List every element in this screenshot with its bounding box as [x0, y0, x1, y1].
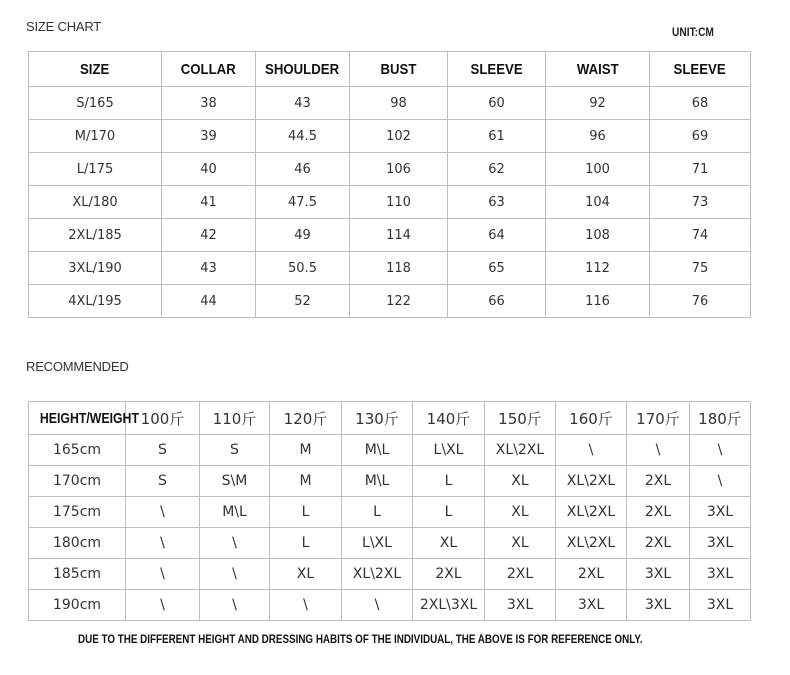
recommended-size-cell: \: [270, 590, 342, 621]
recommended-size-cell: M: [270, 466, 342, 497]
recommended-size-cell: 3XL: [690, 559, 751, 590]
recommended-size-cell: 2XL\3XL: [413, 590, 485, 621]
height-label: 175cm: [29, 497, 126, 528]
size-cell: XL/180: [29, 186, 162, 219]
size-chart-title: SIZE CHART: [26, 19, 102, 34]
size-cell: 52: [256, 285, 350, 318]
size-cell: 43: [162, 252, 256, 285]
size-cell: 76: [650, 285, 751, 318]
size-cell: 106: [350, 153, 448, 186]
size-cell: 3XL/190: [29, 252, 162, 285]
size-cell: 43: [256, 87, 350, 120]
size-header-cell-text: SLEEVE: [470, 60, 523, 78]
recommended-size-cell: XL\2XL: [556, 528, 627, 559]
recommended-size-cell: 3XL: [627, 559, 690, 590]
recommended-size-cell: \: [556, 435, 627, 466]
size-cell: 71: [650, 153, 751, 186]
recommended-size-cell: 2XL: [556, 559, 627, 590]
recommended-size-cell: XL: [485, 528, 556, 559]
recommended-size-cell: 3XL: [690, 590, 751, 621]
recommended-size-cell: XL\2XL: [556, 466, 627, 497]
size-cell: 69: [650, 120, 751, 153]
table-row: [29, 590, 751, 621]
recommended-size-cell: XL: [485, 466, 556, 497]
recommended-size-cell: 2XL: [485, 559, 556, 590]
size-cell: 4XL/195: [29, 285, 162, 318]
weight-header-cell: 170斤: [627, 402, 690, 435]
recommended-size-cell: 3XL: [485, 590, 556, 621]
recommended-size-cell: S: [126, 466, 200, 497]
height-label: 190cm: [29, 590, 126, 621]
size-cell: 2XL/185: [29, 219, 162, 252]
recommended-size-cell: 2XL: [627, 528, 690, 559]
size-cell: 118: [350, 252, 448, 285]
table-row: [29, 87, 751, 120]
size-cell: 65: [448, 252, 546, 285]
size-cell: 61: [448, 120, 546, 153]
size-header-row: [29, 52, 751, 87]
recommended-size-cell: \: [126, 590, 200, 621]
recommended-size-cell: L: [270, 497, 342, 528]
recommended-size-cell: 3XL: [627, 590, 690, 621]
recommended-size-cell: \: [200, 559, 270, 590]
recommended-size-cell: S\M: [200, 466, 270, 497]
size-header-cell-text: BUST: [380, 60, 417, 78]
size-cell: M/170: [29, 120, 162, 153]
recommended-size-cell: XL\2XL: [485, 435, 556, 466]
size-header-cell-text: WAIST: [576, 60, 619, 78]
table-row: [29, 153, 751, 186]
recommended-title: RECOMMENDED: [26, 359, 129, 374]
size-cell: 62: [448, 153, 546, 186]
recommended-size-cell: \: [690, 435, 751, 466]
recommended-size-cell: 2XL: [627, 497, 690, 528]
table-row: [29, 466, 751, 497]
weight-header-cell: 100斤: [126, 402, 200, 435]
recommended-size-cell: \: [200, 528, 270, 559]
size-cell: 44: [162, 285, 256, 318]
weight-header-cell: 120斤: [270, 402, 342, 435]
size-cell: 114: [350, 219, 448, 252]
table-row: [29, 559, 751, 590]
table-row: [29, 435, 751, 466]
size-cell: 75: [650, 252, 751, 285]
recommended-size-cell: M: [270, 435, 342, 466]
recommended-size-cell: XL\2XL: [556, 497, 627, 528]
recommended-size-cell: 3XL: [556, 590, 627, 621]
table-row: [29, 219, 751, 252]
recommended-size-cell: L\XL: [413, 435, 485, 466]
recommended-size-cell: XL: [413, 528, 485, 559]
size-cell: S/165: [29, 87, 162, 120]
size-cell: 41: [162, 186, 256, 219]
size-header-cell: [650, 52, 751, 87]
size-header-cell-text: SHOULDER: [265, 60, 340, 78]
size-cell: 44.5: [256, 120, 350, 153]
size-header-cell: [350, 52, 448, 87]
size-header-cell: [256, 52, 350, 87]
size-cell: 104: [546, 186, 650, 219]
recommended-size-cell: \: [627, 435, 690, 466]
table-row: [29, 528, 751, 559]
size-cell: 122: [350, 285, 448, 318]
recommended-size-cell: L: [270, 528, 342, 559]
table-row: [29, 497, 751, 528]
recommended-size-cell: \: [200, 590, 270, 621]
size-cell: 102: [350, 120, 448, 153]
size-cell: L/175: [29, 153, 162, 186]
unit-label: UNIT:CM: [672, 25, 714, 39]
recommended-size-cell: S: [200, 435, 270, 466]
size-cell: 40: [162, 153, 256, 186]
recommended-size-cell: L: [342, 497, 413, 528]
size-cell: 60: [448, 87, 546, 120]
recommended-size-cell: XL\2XL: [342, 559, 413, 590]
size-cell: 66: [448, 285, 546, 318]
weight-header-cell: 160斤: [556, 402, 627, 435]
size-cell: 64: [448, 219, 546, 252]
height-label: 165cm: [29, 435, 126, 466]
size-cell: 74: [650, 219, 751, 252]
height-label: 185cm: [29, 559, 126, 590]
size-cell: 92: [546, 87, 650, 120]
size-cell: 47.5: [256, 186, 350, 219]
size-cell: 100: [546, 153, 650, 186]
size-cell: 112: [546, 252, 650, 285]
weight-header-cell: 150斤: [485, 402, 556, 435]
recommended-size-cell: 2XL: [627, 466, 690, 497]
size-cell: 73: [650, 186, 751, 219]
recommended-header-row: [29, 402, 751, 435]
height-weight-header: [29, 402, 139, 435]
size-header-cell: [448, 52, 546, 87]
table-row: [29, 252, 751, 285]
size-cell: 42: [162, 219, 256, 252]
recommended-size-cell: \: [126, 528, 200, 559]
recommended-size-cell: \: [690, 466, 751, 497]
size-cell: 116: [546, 285, 650, 318]
size-cell: 68: [650, 87, 751, 120]
size-cell: 98: [350, 87, 448, 120]
size-cell: 110: [350, 186, 448, 219]
recommended-size-cell: M\L: [200, 497, 270, 528]
weight-header-cell: 180斤: [690, 402, 751, 435]
recommended-size-cell: L\XL: [342, 528, 413, 559]
weight-header-cell: 130斤: [342, 402, 413, 435]
size-cell: 46: [256, 153, 350, 186]
recommended-size-cell: 3XL: [690, 528, 751, 559]
recommended-size-cell: 3XL: [690, 497, 751, 528]
size-cell: 49: [256, 219, 350, 252]
recommended-size-cell: S: [126, 435, 200, 466]
size-header-cell-text: COLLAR: [181, 60, 236, 78]
height-label: 170cm: [29, 466, 126, 497]
size-header-cell-text: SLEEVE: [673, 60, 727, 78]
table-row: [29, 120, 751, 153]
size-cell: 108: [546, 219, 650, 252]
recommended-size-cell: L: [413, 497, 485, 528]
recommended-size-cell: M\L: [342, 435, 413, 466]
size-header-cell: [162, 52, 256, 87]
table-row: [29, 186, 751, 219]
table-row: [29, 285, 751, 318]
recommended-size-cell: \: [342, 590, 413, 621]
size-header-cell: [546, 52, 650, 87]
size-chart-table: [28, 51, 751, 318]
height-weight-header-text: HEIGHT/WEIGHT: [39, 409, 139, 427]
size-header-cell-text: SIZE: [80, 60, 110, 78]
weight-header-cell: 110斤: [200, 402, 270, 435]
reference-note: DUE TO THE DIFFERENT HEIGHT AND DRESSING HABITS OF THE INDIVIDUAL, THE ABOVE IS FOR REFERENCE ONLY.: [78, 632, 643, 646]
recommended-size-cell: 2XL: [413, 559, 485, 590]
recommended-size-cell: XL: [485, 497, 556, 528]
height-label: 180cm: [29, 528, 126, 559]
size-cell: 39: [162, 120, 256, 153]
size-header-cell: [29, 52, 162, 87]
recommended-size-cell: L: [413, 466, 485, 497]
recommended-table: [28, 401, 751, 621]
size-cell: 38: [162, 87, 256, 120]
recommended-size-cell: XL: [270, 559, 342, 590]
recommended-size-cell: \: [126, 559, 200, 590]
size-cell: 96: [546, 120, 650, 153]
size-cell: 63: [448, 186, 546, 219]
size-cell: 50.5: [256, 252, 350, 285]
recommended-size-cell: M\L: [342, 466, 413, 497]
recommended-size-cell: \: [126, 497, 200, 528]
weight-header-cell: 140斤: [413, 402, 485, 435]
